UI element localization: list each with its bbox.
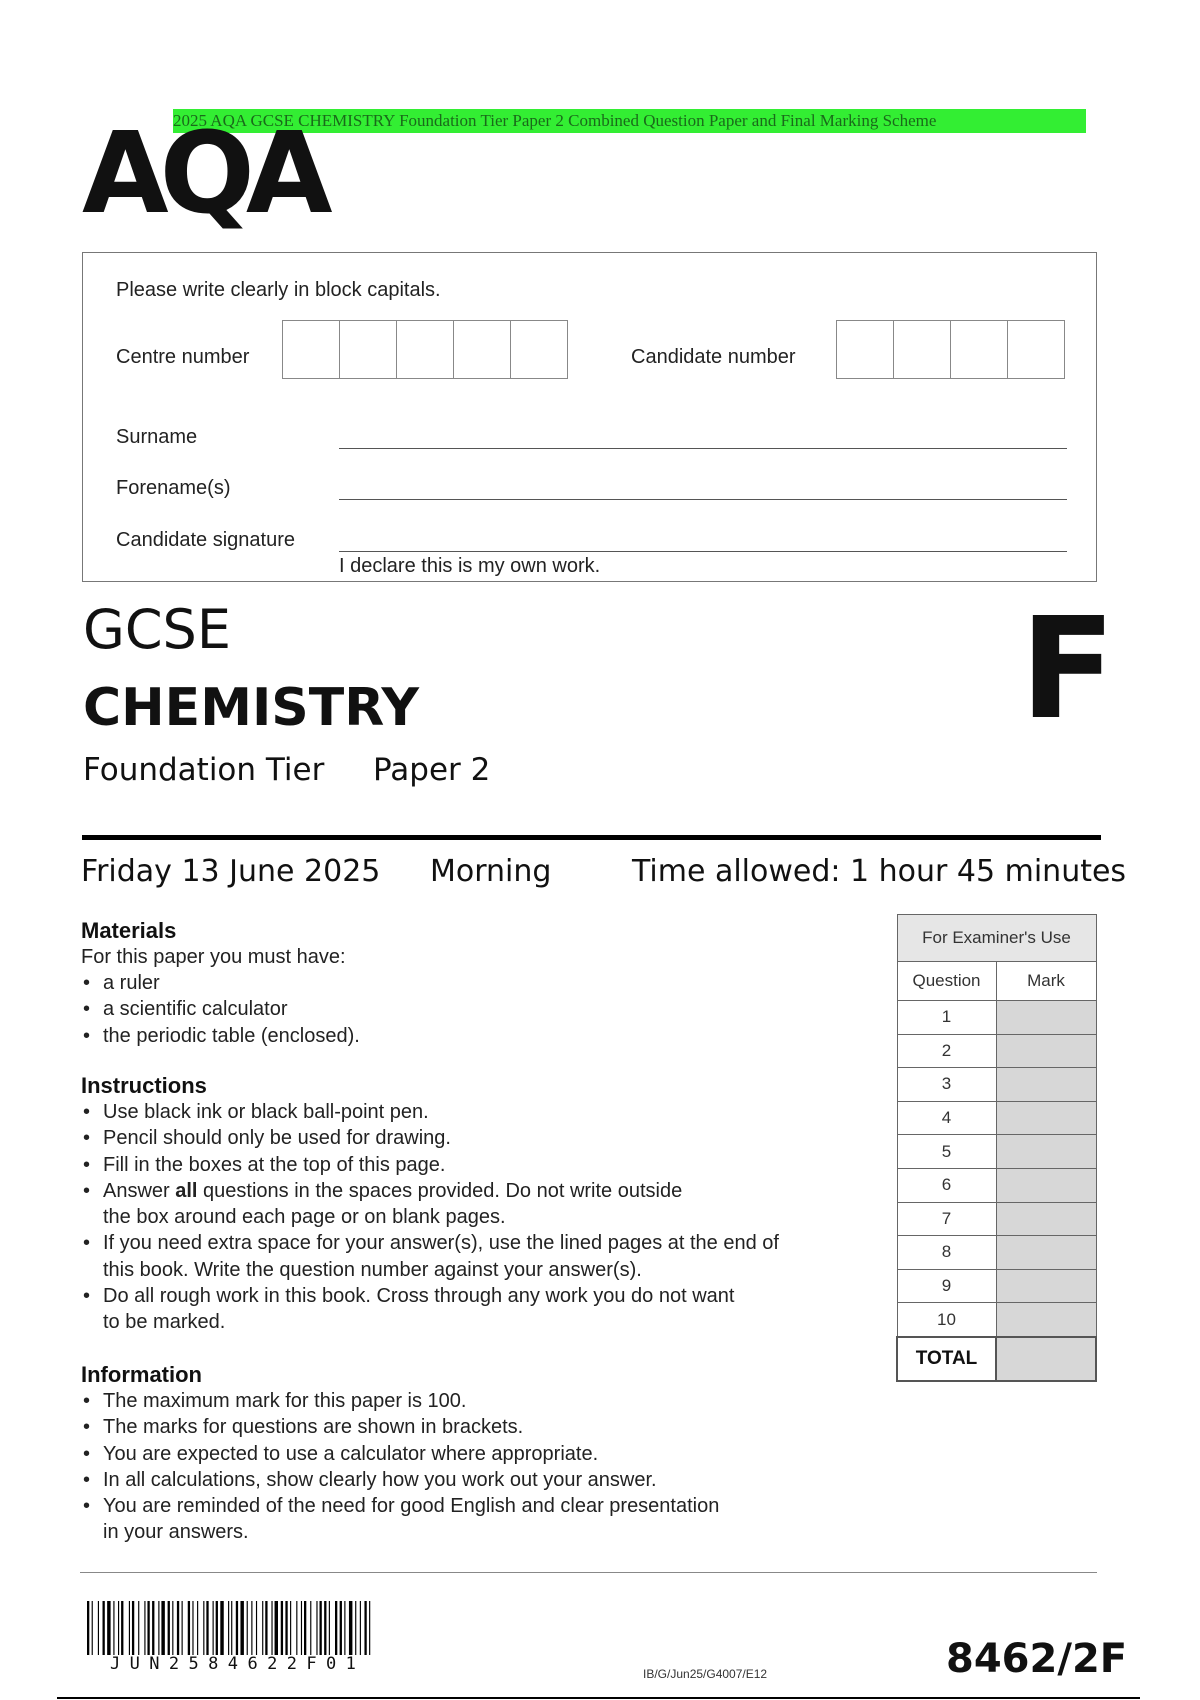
centre-number-label: Centre number [116,346,250,368]
barcode-bar [290,1601,291,1655]
footer-divider [80,1572,1097,1573]
signature-line[interactable] [339,551,1067,552]
barcode-bar [329,1601,330,1655]
table-row [897,1236,1096,1270]
barcode-bar [121,1601,123,1655]
block-capitals-instruction: Please write clearly in block capitals. [116,279,441,301]
barcode-bar [158,1601,159,1655]
table-row [897,1303,1096,1337]
table-row [897,1068,1096,1102]
barcode-bar [316,1601,317,1655]
barcode-bar [132,1601,134,1655]
mark-cell [996,1101,1096,1135]
barcode-bar [251,1601,252,1655]
barcode-number: JUN2584622F01 [110,1654,366,1674]
barcode-bar [144,1601,145,1655]
barcode-bar [369,1601,370,1655]
barcode-bar [182,1601,183,1655]
barcode-bar [301,1601,302,1655]
table-row [897,1101,1096,1135]
barcode-bar [236,1601,238,1655]
examiner-use-table [896,914,1097,1382]
digit-box[interactable] [283,321,340,378]
list-item: • a scientific calculator [81,996,861,1022]
table-row [897,1001,1096,1035]
list-item: • a ruler [81,970,861,996]
exam-subject: CHEMISTRY [83,678,420,738]
barcode-bar [285,1601,287,1655]
declaration-text: I declare this is my own work. [339,555,601,577]
page-bottom-border [57,1697,1140,1699]
mark-cell [996,1135,1096,1169]
list-item: • The maximum mark for this paper is 100. [81,1388,871,1414]
signature-label: Candidate signature [116,529,296,551]
barcode-bar [335,1601,337,1655]
forename-line[interactable] [339,499,1067,500]
table-row [897,1269,1096,1303]
exam-date: Friday 13 June 2025 [81,854,381,889]
barcode-bar [98,1601,99,1655]
mark-cell [996,1236,1096,1270]
list-item: • Use black ink or black ball-point pen. [81,1099,871,1125]
question-number: 5 [897,1135,996,1169]
time-allowed: Time allowed: 1 hour 45 minutes [632,854,1127,889]
list-item: • Fill in the boxes at the top of this page. [81,1152,871,1178]
list-item: • the periodic table (enclosed). [81,1023,861,1049]
surname-label: Surname [116,426,198,448]
mark-cell [996,1068,1096,1102]
barcode-bar [206,1601,208,1655]
mark-cell [996,1303,1096,1337]
question-number: 8 [897,1236,996,1270]
question-number: 7 [897,1202,996,1236]
barcode-bar [355,1601,356,1655]
question-number: 1 [897,1001,996,1035]
mark-cell [996,1034,1096,1068]
barcode-bar [152,1601,154,1655]
barcode-bar [113,1601,114,1655]
list-item: • Do all rough work in this book. Cross through any work you do not want to be marked. [81,1283,871,1336]
barcode-bar [256,1601,257,1655]
barcode-bar [304,1601,306,1655]
candidate-details-box [82,252,1097,582]
centre-number-boxes[interactable] [282,320,568,379]
digit-box[interactable] [397,321,454,378]
barcode-bar [103,1601,105,1655]
barcode-bar [360,1601,361,1655]
barcode-bar [87,1601,89,1655]
information-section [81,1362,871,1546]
barcode-bar [192,1601,193,1655]
exam-paper: Paper 2 [373,752,491,788]
barcode-bar [220,1601,223,1655]
barcode-bar [265,1601,267,1655]
question-number: 3 [897,1068,996,1102]
question-column-header: Question [897,962,996,1001]
barcode-bar [231,1601,232,1655]
digit-box[interactable] [837,321,894,378]
barcode-bar [247,1601,248,1655]
list-item: • You are reminded of the need for good English and clear presentation in your answers. [81,1493,871,1546]
materials-list [81,970,861,1049]
aqa-logo: AQA [82,109,324,239]
document-reference: IB/G/Jun25/G4007/E12 [643,1667,768,1681]
barcode-image [87,1601,498,1655]
mark-cell [996,1168,1096,1202]
instructions-heading: Instructions [81,1073,207,1098]
digit-box[interactable] [511,321,567,378]
list-item [81,1178,871,1231]
barcode-bar [310,1601,311,1655]
information-heading: Information [81,1362,202,1387]
list-item: • If you need extra space for your answer(s), use the lined pages at the end of this book. Write the question number against your answer(s). [81,1230,871,1283]
exam-tier: Foundation Tier [83,752,325,788]
title-divider [82,835,1101,840]
total-label: TOTAL [897,1337,996,1381]
materials-section [81,918,861,1049]
digit-box[interactable] [951,321,1008,378]
exam-level: GCSE [83,598,231,661]
barcode-bar [364,1601,366,1655]
barcode-bar [161,1601,164,1655]
barcode-bar [118,1601,119,1655]
information-list [81,1388,871,1546]
question-number: 4 [897,1101,996,1135]
question-number: 6 [897,1168,996,1202]
table-row [897,1034,1096,1068]
barcode-bar [129,1601,130,1655]
total-row [897,1337,1096,1381]
exam-session: Morning [430,854,552,889]
barcode-bar [138,1601,139,1655]
barcode-bar [213,1601,214,1655]
barcode-bar [107,1601,110,1655]
text-run: questions in the spaces provided. Do not write outside the box around each page or on blank pages. [103,1179,683,1229]
candidate-number-boxes[interactable] [836,320,1065,379]
barcode-bar [172,1601,173,1655]
table-row [897,1168,1096,1202]
digit-box[interactable] [894,321,951,378]
barcode-bar [147,1601,149,1655]
barcode-bar [271,1601,272,1655]
table-row [897,1135,1096,1169]
barcode-bar [262,1601,263,1655]
digit-box[interactable] [340,321,397,378]
barcode-bar [240,1601,243,1655]
instructions-section [81,1073,871,1336]
total-mark-cell [996,1337,1096,1381]
barcode-bar [216,1601,218,1655]
barcode-bar [197,1601,198,1655]
barcode-bar [203,1601,204,1655]
barcode-bar [281,1601,283,1655]
barcode-bar [324,1601,326,1655]
title-banner: 2025 AQA GCSE CHEMISTRY Foundation Tier Paper 2 Combined Question Paper and Final Marking Scheme [173,109,1086,133]
barcode-bar [340,1601,342,1655]
question-number: 10 [897,1303,996,1337]
barcode-bar [275,1601,278,1655]
barcode-bar [320,1601,322,1655]
list-item: • You are expected to use a calculator where appropriate. [81,1441,871,1467]
list-item: • Pencil should only be used for drawing. [81,1125,871,1151]
mark-cell [996,1269,1096,1303]
mark-cell [996,1001,1096,1035]
instructions-list [81,1099,871,1336]
table-row [897,1202,1096,1236]
barcode-bar [296,1601,297,1655]
emphasis-text: all [175,1179,198,1202]
candidate-number-label: Candidate number [631,346,796,368]
digit-box[interactable] [1008,321,1064,378]
question-number: 9 [897,1269,996,1303]
barcode-bar [92,1601,93,1655]
barcode-bar [188,1601,190,1655]
materials-heading: Materials [81,918,177,943]
materials-intro: For this paper you must have: [81,946,346,968]
forename-label: Forename(s) [116,477,231,499]
text-run: Answer [103,1179,176,1202]
paper-code: 8462/2F [946,1636,1128,1682]
list-item: • The marks for questions are shown in brackets. [81,1414,871,1440]
surname-line[interactable] [339,448,1067,449]
mark-column-header: Mark [996,962,1096,1001]
tier-letter: F [1020,588,1116,751]
list-item: • In all calculations, show clearly how you work out your answer. [81,1467,871,1493]
examiner-table-title: For Examiner's Use [897,915,1096,962]
barcode-bar [349,1601,352,1655]
barcode-bar [177,1601,179,1655]
digit-box[interactable] [454,321,511,378]
question-number: 2 [897,1034,996,1068]
barcode-bar [344,1601,345,1655]
barcode-bar [228,1601,229,1655]
mark-cell [996,1202,1096,1236]
barcode-bar [168,1601,170,1655]
